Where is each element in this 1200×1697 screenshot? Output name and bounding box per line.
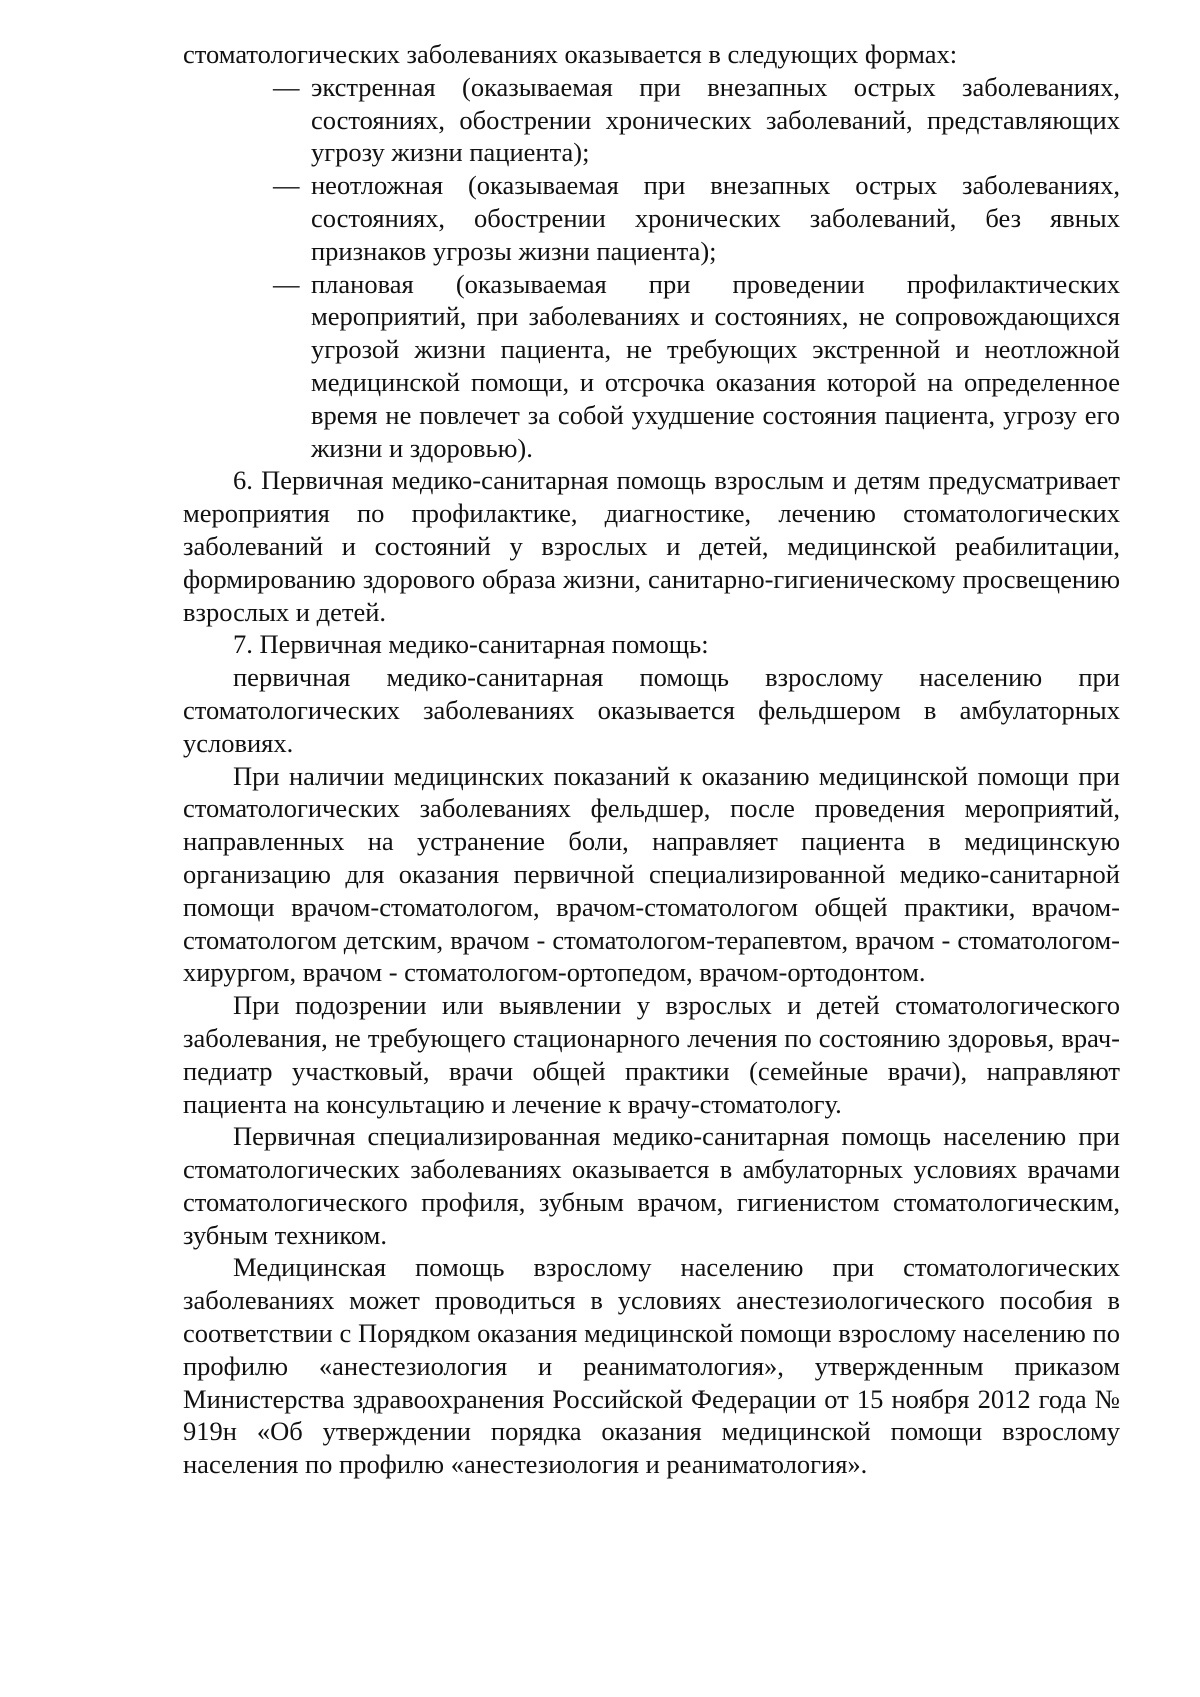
paragraph-6: 6. Первичная медико-санитарная помощь взрослым и детям предусматривает мероприятия по профилактике, диагностике, лечению стоматологических заболеваний и состояний у взрослых и детей, медицинской реабилитации, формированию здорового образа жизни, санитарно-гигиеническому просвещению взрослых и детей. — [183, 465, 1120, 627]
form-text: неотложная (оказываемая при внезапных острых заболеваниях, состояниях, обострении хронических заболеваний, без явных признаков угрозы жизни пациента); — [311, 170, 1120, 266]
form-item-urgent — [273, 169, 1120, 267]
form-text: плановая (оказываемая при проведении профилактических мероприятий, при заболеваниях и состояниях, не сопровождающихся угрозой жизни пациента, не требующих экстренной и неотложной медицинской помощи, и отсрочка оказания которой на определенное время не повлечет за собой ухудшение состояния пациента, угрозу его жизни и здоровью). — [311, 268, 1120, 463]
paragraph-specialized-care: Первичная специализированная медико-санитарная помощь населению при стоматологических заболеваниях оказывается в амбулаторных условиях врачами стоматологического профиля, зубным врачом, гигиенистом стоматологическим, зубным техником. — [183, 1121, 1120, 1250]
form-text: экстренная (оказываемая при внезапных острых заболеваниях, состояниях, обострении хронических заболеваний, представляющих угрозу жизни пациента); — [311, 71, 1120, 168]
intro-line: стоматологических заболеваниях оказывается в следующих формах: — [183, 39, 958, 69]
paragraph-7-heading: 7. Первичная медико-санитарная помощь: — [233, 629, 709, 660]
form-item-emergency — [273, 71, 1120, 169]
paragraph-primary-care: первичная медико-санитарная помощь взрослому населению при стоматологических заболеваниях оказывается фельдшером в амбулаторных условиях. — [183, 662, 1120, 758]
paragraph-medical-indications: При наличии медицинских показаний к оказанию медицинской помощи при стоматологических заболеваниях фельдшер, после проведения мероприятий, направленных на устранение боли, направляет пациента в медицинскую организацию для оказания первичной специализированной медико-санитарной помощи врачом-стоматологом, врачом-стоматологом общей практики, врачом-стоматологом детским, врачом - стоматологом-терапевтом, врачом - стоматологом-хирургом, врачом - стоматологом-ортопедом, врачом-ортодонтом. — [183, 760, 1120, 988]
dash-marker: — — [273, 71, 300, 102]
paragraph-suspicion: При подозрении или выявлении у взрослых и детей стоматологического заболевания, не требующего стационарного лечения по состоянию здоровья, врач-педиатр участковый, врачи общей практики (семейные врачи), направляют пациента на консультацию и лечение к врачу-стоматологу. — [183, 990, 1120, 1119]
dash-marker: — — [273, 170, 300, 201]
form-item-planned — [273, 268, 1120, 465]
paragraph-anesthesia: Медицинская помощь взрослому населению при стоматологических заболеваниях может проводиться в условиях анестезиологического пособия в соответствии с Порядком оказания медицинской помощи взрослому населению по профилю «анестезиология и реаниматология», утвержденным приказом Министерства здравоохранения Российской Федерации от 15 ноября 2012 года № 919н «Об утверждении порядка оказания медицинской помощи взрослому населения по профилю «анестезиология и реаниматология». — [183, 1252, 1120, 1480]
dash-marker: — — [273, 268, 300, 299]
document-page — [183, 38, 1120, 1481]
